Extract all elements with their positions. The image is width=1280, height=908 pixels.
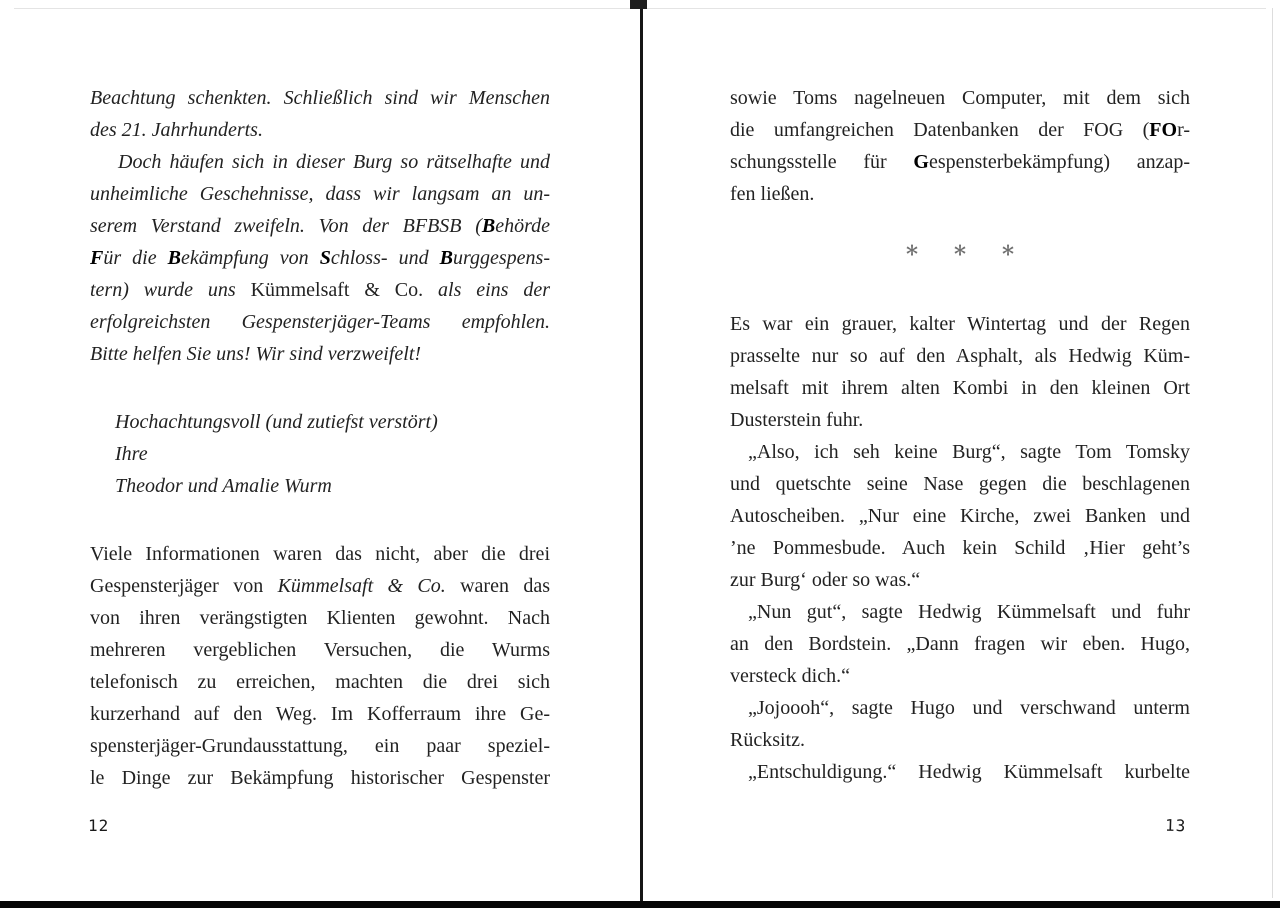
text-line: „Also, ich seh keine Burg“, sagte Tom Tomsky bbox=[748, 441, 1190, 463]
text-line: Hochachtungsvoll (und zutiefst verstört) bbox=[115, 411, 438, 433]
text-line: Es war ein grauer, kalter Wintertag und der Regen bbox=[730, 313, 1190, 335]
text-line: Viele Informationen waren das nicht, aber die drei bbox=[90, 543, 550, 565]
page-right bbox=[643, 0, 1280, 908]
text-line: Gespensterjäger von Kümmelsaft & Co. waren das bbox=[90, 575, 550, 597]
text-line: kurzerhand auf den Weg. Im Kofferraum ihre Ge- bbox=[90, 703, 550, 725]
text-line: le Dinge zur Bekämpfung historischer Gespenster bbox=[90, 767, 550, 789]
text-line: fen ließen. bbox=[730, 183, 815, 205]
text-line: tern) wurde uns Kümmelsaft & Co. als eins der bbox=[90, 279, 551, 301]
paragraph-gap bbox=[90, 370, 550, 406]
text-line: und quetschte seine Nase gegen die beschlagenen bbox=[730, 473, 1190, 495]
text-line: prasselte nur so auf den Asphalt, als Hedwig Küm- bbox=[730, 345, 1190, 367]
text-line: mehreren vergeblichen Versuchen, die Wurms bbox=[90, 639, 550, 661]
text-line: Rücksitz. bbox=[730, 729, 805, 751]
text-line: Doch häufen sich in dieser Burg so rätselhafte und bbox=[118, 151, 550, 173]
text-line: an den Bordstein. „Dann fragen wir eben. Hugo, bbox=[730, 633, 1190, 655]
text-line: spensterjäger-Grundausstattung, ein paar speziel- bbox=[90, 735, 550, 757]
text-line: unheimliche Geschehnisse, dass wir langsam an un- bbox=[90, 183, 550, 205]
text-line: sowie Toms nagelneuen Computer, mit dem sich bbox=[730, 87, 1190, 109]
page-gutter-divider bbox=[640, 5, 643, 908]
text-line: versteck dich.“ bbox=[730, 665, 850, 687]
paragraph-gap bbox=[90, 502, 550, 538]
text-line: „Nun gut“, sagte Hedwig Kümmelsaft und fuhr bbox=[748, 601, 1190, 623]
page-number-left: 12 bbox=[88, 816, 110, 835]
text-line: schungsstelle für Gespensterbekämpfung) anzap- bbox=[730, 151, 1190, 173]
page-number-right: 13 bbox=[1164, 815, 1187, 836]
text-line: des 21. Jahrhunderts. bbox=[90, 119, 263, 141]
text-line: Für die Bekämpfung von Schloss- und Burggespens- bbox=[90, 247, 550, 269]
text-line: „Entschuldigung.“ Hedwig Kümmelsaft kurbelte bbox=[748, 761, 1190, 783]
text-line: melsaft mit ihrem alten Kombi in den kleinen Ort bbox=[730, 377, 1190, 399]
text-line: die umfangreichen Datenbanken der FOG (FOr- bbox=[730, 119, 1190, 141]
text-line: erfolgreichsten Gespensterjäger-Teams empfohlen. bbox=[90, 311, 550, 333]
page-right-text-column bbox=[730, 82, 1190, 788]
text-line: Ihre bbox=[115, 443, 148, 465]
bottom-edge-bar bbox=[0, 901, 1280, 908]
page-left-text-column bbox=[90, 82, 550, 794]
text-line: von ihren verängstigten Klienten gewohnt. Nach bbox=[90, 607, 550, 629]
text-line: Dusterstein fuhr. bbox=[730, 409, 864, 431]
text-line: serem Verstand zweifeln. Von der BFBSB (Behörde bbox=[90, 215, 550, 237]
text-line: Beachtung schenkten. Schließlich sind wir Menschen bbox=[90, 87, 550, 109]
text-line: zur Burg‘ oder so was.“ bbox=[730, 569, 921, 591]
text-line: Bitte helfen Sie uns! Wir sind verzweifelt! bbox=[90, 343, 422, 365]
text-line: ’ne Pommesbude. Auch kein Schild ‚Hier geht’s bbox=[730, 537, 1190, 559]
text-line: Theodor und Amalie Wurm bbox=[115, 475, 332, 497]
page-gutter-top-shadow bbox=[630, 0, 647, 9]
text-line: Autoscheiben. „Nur eine Kirche, zwei Banken und bbox=[730, 505, 1190, 527]
text-line: „Jojoooh“, sagte Hugo und verschwand unterm bbox=[748, 697, 1190, 719]
scan-right-edge-line bbox=[1272, 8, 1273, 898]
scene-break-separator: * * * bbox=[905, 241, 1029, 268]
text-line: telefonisch zu erreichen, machten die drei sich bbox=[90, 671, 550, 693]
